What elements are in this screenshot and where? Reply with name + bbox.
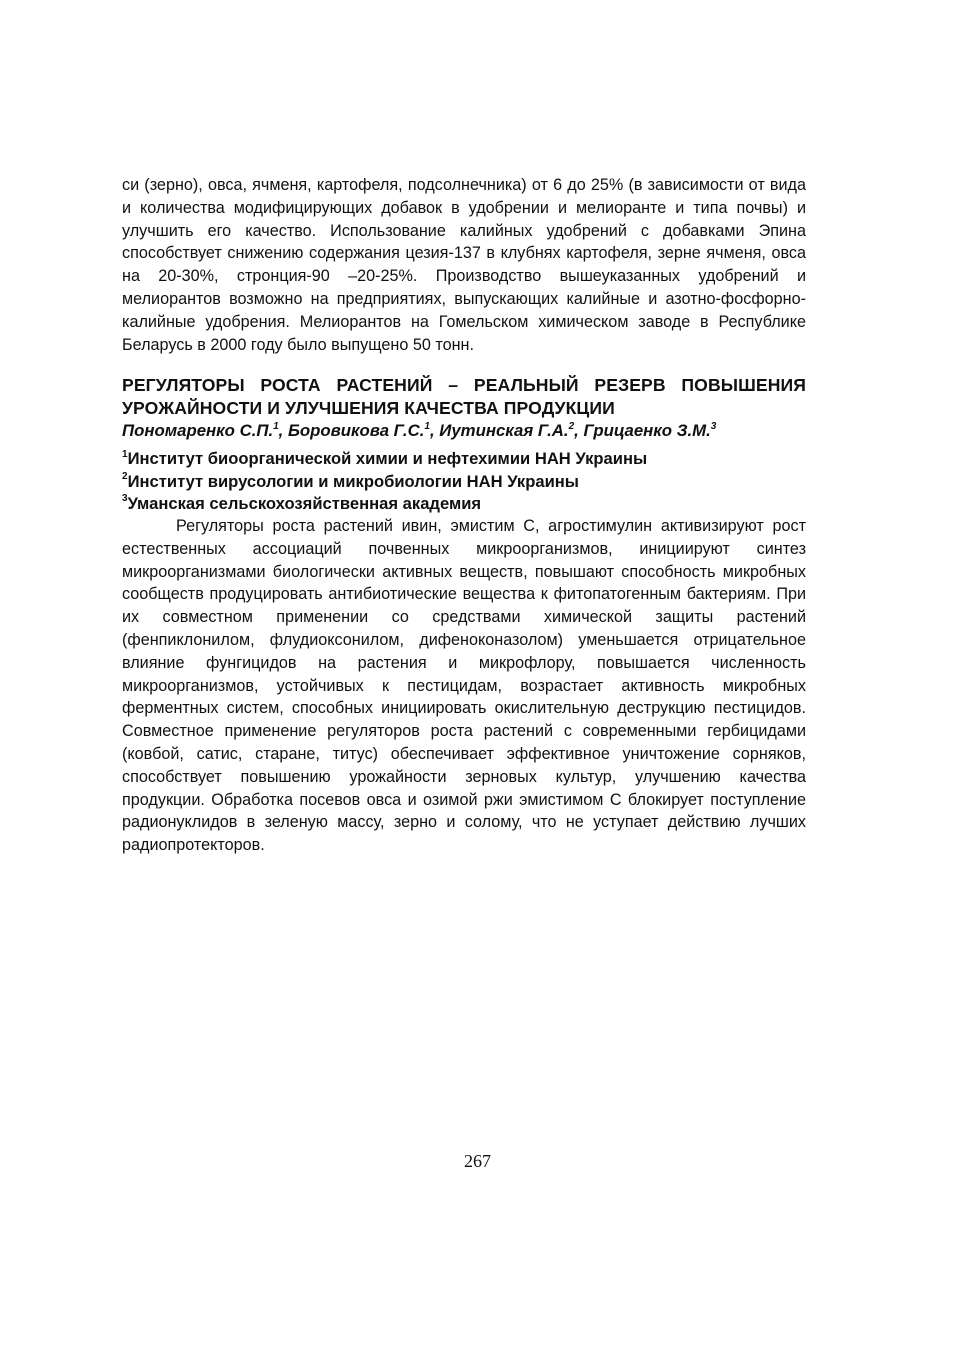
affiliation-name: Институт вирусологии и микробиологии НАН Украины <box>127 471 579 491</box>
author-name: Иутинская Г.А. <box>439 421 569 441</box>
affiliation-mark: 3 <box>122 493 128 505</box>
author-mark: 2 <box>568 420 575 432</box>
author-mark: 1 <box>424 420 430 432</box>
intro-paragraph: си (зерно), овса, ячменя, картофеля, подсолнечника) от 6 до 25% (в зависимости от вида и количества модифицирующих добавок в удобрении и мелиоранте и типа почвы) и улучшить его качество. Использование калийных удобрений с добавками Эпина способствует снижению содержания цезия-137 в клубнях картофеля, зерне ячменя, овса на 20-30%, стронция-90 –20-25%. Производство вышеуказанных удобрений и мелиорантов возможно на предприятиях, выпускающих калийные и азотно-фосфорно-калийные удобрения. Мелиорантов на Гомельском химическом заводе в Республике Беларусь в 2000 году было выпущено 50 тонн. <box>122 176 806 354</box>
affiliation-mark: 2 <box>122 471 128 483</box>
affiliation-name: Уманская сельскохозяйственная академия <box>127 493 482 513</box>
author-name: Боровикова Г.С. <box>288 421 425 441</box>
author-mark: 1 <box>273 420 279 432</box>
affiliation <box>122 471 806 493</box>
article-title: РЕГУЛЯТОРЫ РОСТА РАСТЕНИЙ – РЕАЛЬНЫЙ РЕЗЕРВ ПОВЫШЕНИЯ УРОЖАЙНОСТИ И УЛУЧШЕНИЯ КАЧЕСТВА ПРОДУКЦИИ <box>122 375 806 418</box>
affiliation-name: Институт биоорганической химии и нефтехимии НАН Украины <box>127 449 648 469</box>
affiliation <box>122 448 806 470</box>
affiliation-mark: 1 <box>122 448 128 460</box>
affiliation <box>122 493 806 515</box>
page-number: 267 <box>464 1151 491 1171</box>
page-content <box>122 174 806 857</box>
author-name: Пономаренко С.П. <box>122 421 274 441</box>
article-body: Регуляторы роста растений ивин, эмистим С, агростимулин активизируют рост естественных ассоциаций почвенных микроорганизмов, инициируют синтез микроорганизмами биологически активных веществ, повышают способность микробных сообществ продуцировать антибиотические вещества к фитопатогенным бактериям. При их совместном применении со средствами химической защиты растений (фенпиклонилом, флудиоксонилом, дифеноконазолом) уменьшается отрицательное влияние фунгицидов на растения и микрофлору, повышается численность микроорганизмов, устойчивых к пестицидам, возрастает активность микробных ферментных систем, способных инициировать окислительную деструкцию пестицидов. Совместное применение регуляторов роста растений с современными гербицидами (ковбой, сатис, старане, титус) обеспечивает эффективное уничтожение сорняков, способствует повышению урожайности зерновых культур, улучшению качества продукции. Обработка посевов овса и озимой ржи эмистимом С блокирует поступление радионуклидов в зеленую массу, зерно и солому, что не уступает действию лучших радиопротекторов. <box>122 516 806 855</box>
author-name: Грицаенко З.М. <box>583 421 711 441</box>
article-authors: Пономаренко С.П.$^1$, Боровикова Г.С.$^1$, Иутинская Г.А.$^2$, Грицаенко З.М.$^3$ <box>122 420 717 441</box>
author-mark: 3 <box>710 420 717 432</box>
